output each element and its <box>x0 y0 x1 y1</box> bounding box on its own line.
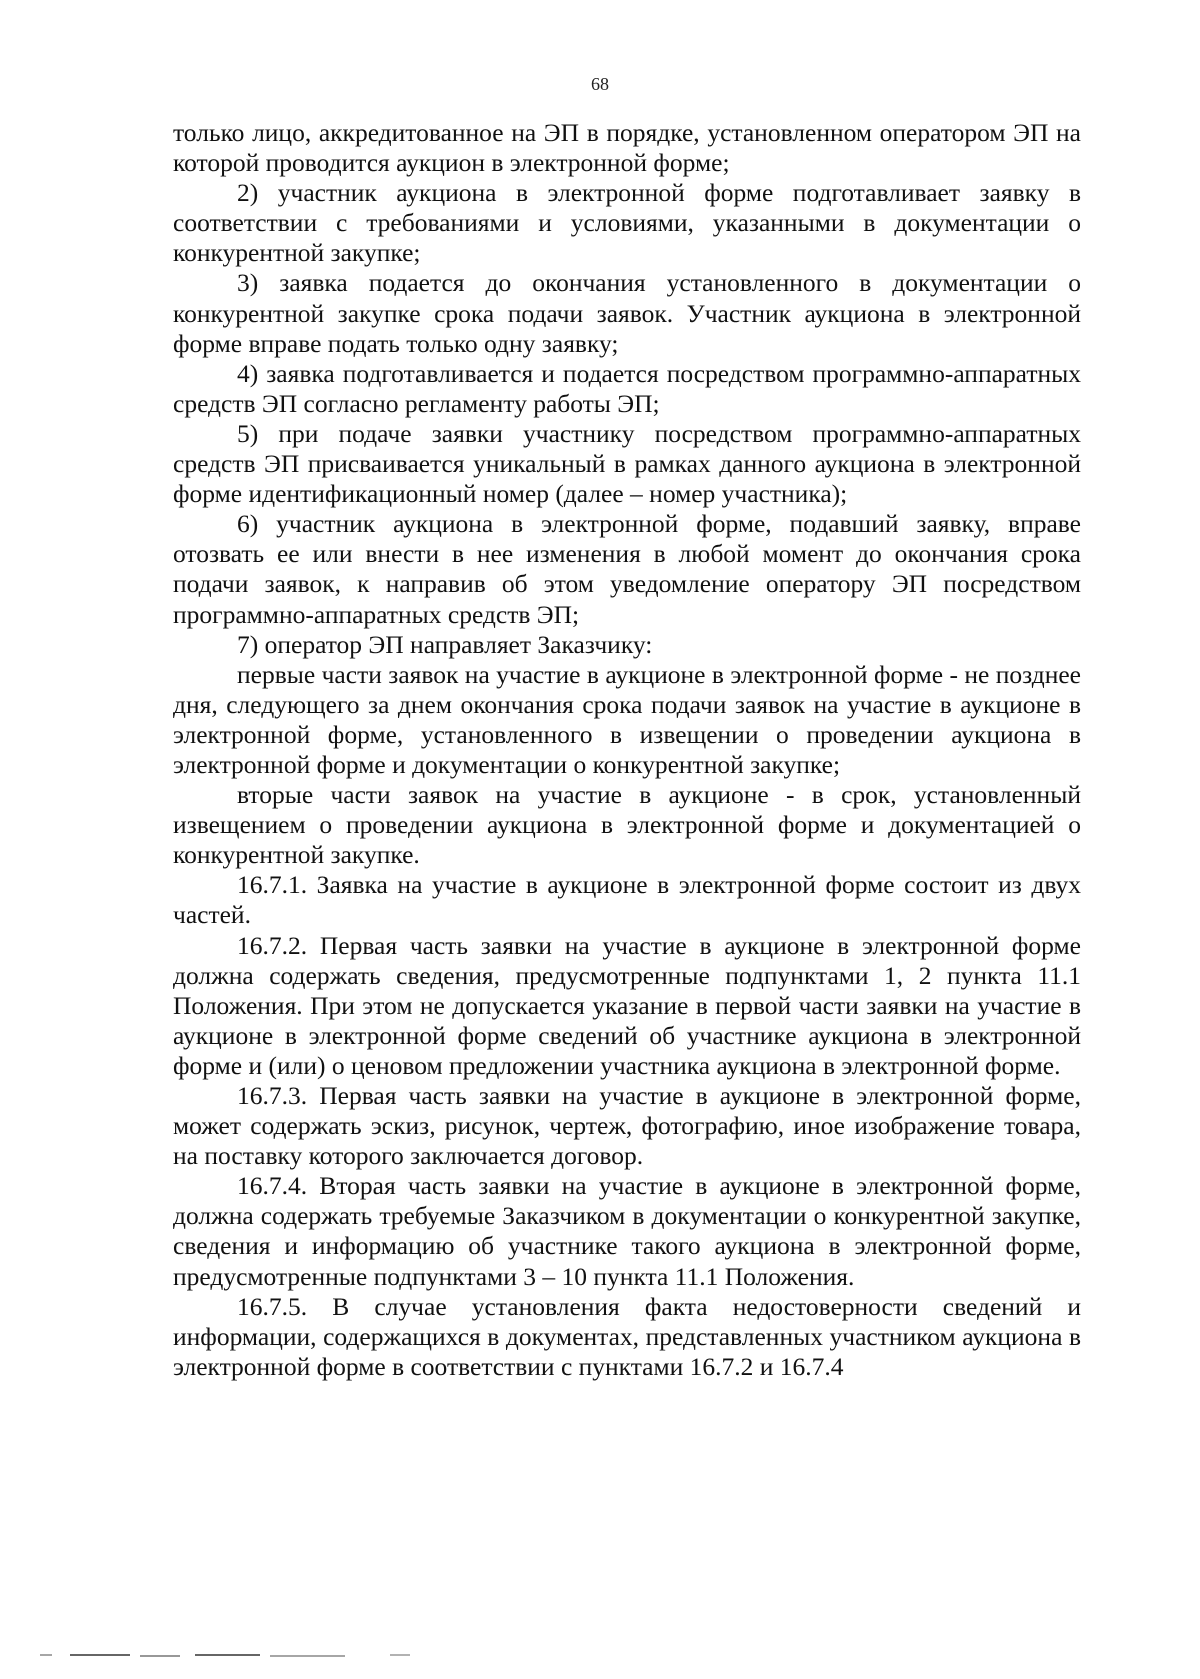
paragraph-item-6: 6) участник аукциона в электронной форме, подавший заявку, вправе отозвать ее или внести в нее изменения в любой момент до окончания срока подачи заявок, к направив об этом уведомление оператору ЭП посредством программно-аппаратных средств ЭП; <box>173 509 1081 629</box>
paragraph-continuation: только лицо, аккредитованное на ЭП в порядке, установленном оператором ЭП на которой проводится аукцион в электронной форме; <box>173 118 1081 178</box>
clause-16-7-4: 16.7.4. Вторая часть заявки на участие в аукционе в электронной форме, должна содержать требуемые Заказчиком в документации о конкурентной закупке, сведения и информацию об участнике такого аукциона в электронной форме, предусмотренные подпунктами 3 – 10 пункта 11.1 Положения. <box>173 1171 1081 1291</box>
paragraph-first-parts: первые части заявок на участие в аукционе в электронной форме - не позднее дня, следующего за днем окончания срока подачи заявок на участие в аукционе в электронной форме, установленного в извещении о проведении аукциона в электронной форме и документации о конкурентной закупке; <box>173 659 1081 779</box>
paragraph-item-7: 7) оператор ЭП направляет Заказчику: <box>237 629 653 659</box>
paragraph-item-2: 2) участник аукциона в электронной форме подготавливает заявку в соответствии с требованиями и условиями, указанными в документации о конкурентной закупке; <box>173 178 1081 268</box>
page-number: 68 <box>591 74 609 94</box>
document-body <box>173 118 1081 1382</box>
clause-16-7-5: 16.7.5. В случае установления факта недостоверности сведений и информации, содержащихся в документах, представленных участником аукциона в электронной форме в соответствии с пунктами 16.7.2 и 16.7.4 <box>173 1291 1081 1381</box>
paragraph-second-parts: вторые части заявок на участие в аукционе - в срок, установленный извещением о проведении аукциона в электронной форме и документацией о конкурентной закупке. <box>173 780 1081 870</box>
scan-edge-marks <box>0 1650 1200 1660</box>
clause-16-7-3: 16.7.3. Первая часть заявки на участие в аукционе в электронной форме, может содержать эскиз, рисунок, чертеж, фотографию, иное изображение товара, на поставку которого заключается договор. <box>173 1081 1081 1171</box>
paragraph-item-3: 3) заявка подается до окончания установленного в документации о конкурентной закупке срока подачи заявок. Участник аукциона в электронной форме вправе подать только одну заявку; <box>173 268 1081 358</box>
clause-16-7-2: 16.7.2. Первая часть заявки на участие в аукционе в электронной форме должна содержать сведения, предусмотренные подпунктами 1, 2 пункта 11.1 Положения. При этом не допускается указание в первой части заявки на участие в аукционе в электронной форме сведений об участнике аукциона в электронной форме и (или) о ценовом предложении участника аукциона в электронной форме. <box>173 930 1081 1080</box>
clause-16-7-1: 16.7.1. Заявка на участие в аукционе в электронной форме состоит из двух частей. <box>173 870 1081 930</box>
paragraph-item-4: 4) заявка подготавливается и подается посредством программно-аппаратных средств ЭП согласно регламенту работы ЭП; <box>173 358 1081 418</box>
paragraph-item-5: 5) при подаче заявки участнику посредством программно-аппаратных средств ЭП присваивается уникальный в рамках данного аукциона в электронной форме идентификационный номер (далее – номер участника); <box>173 418 1081 509</box>
